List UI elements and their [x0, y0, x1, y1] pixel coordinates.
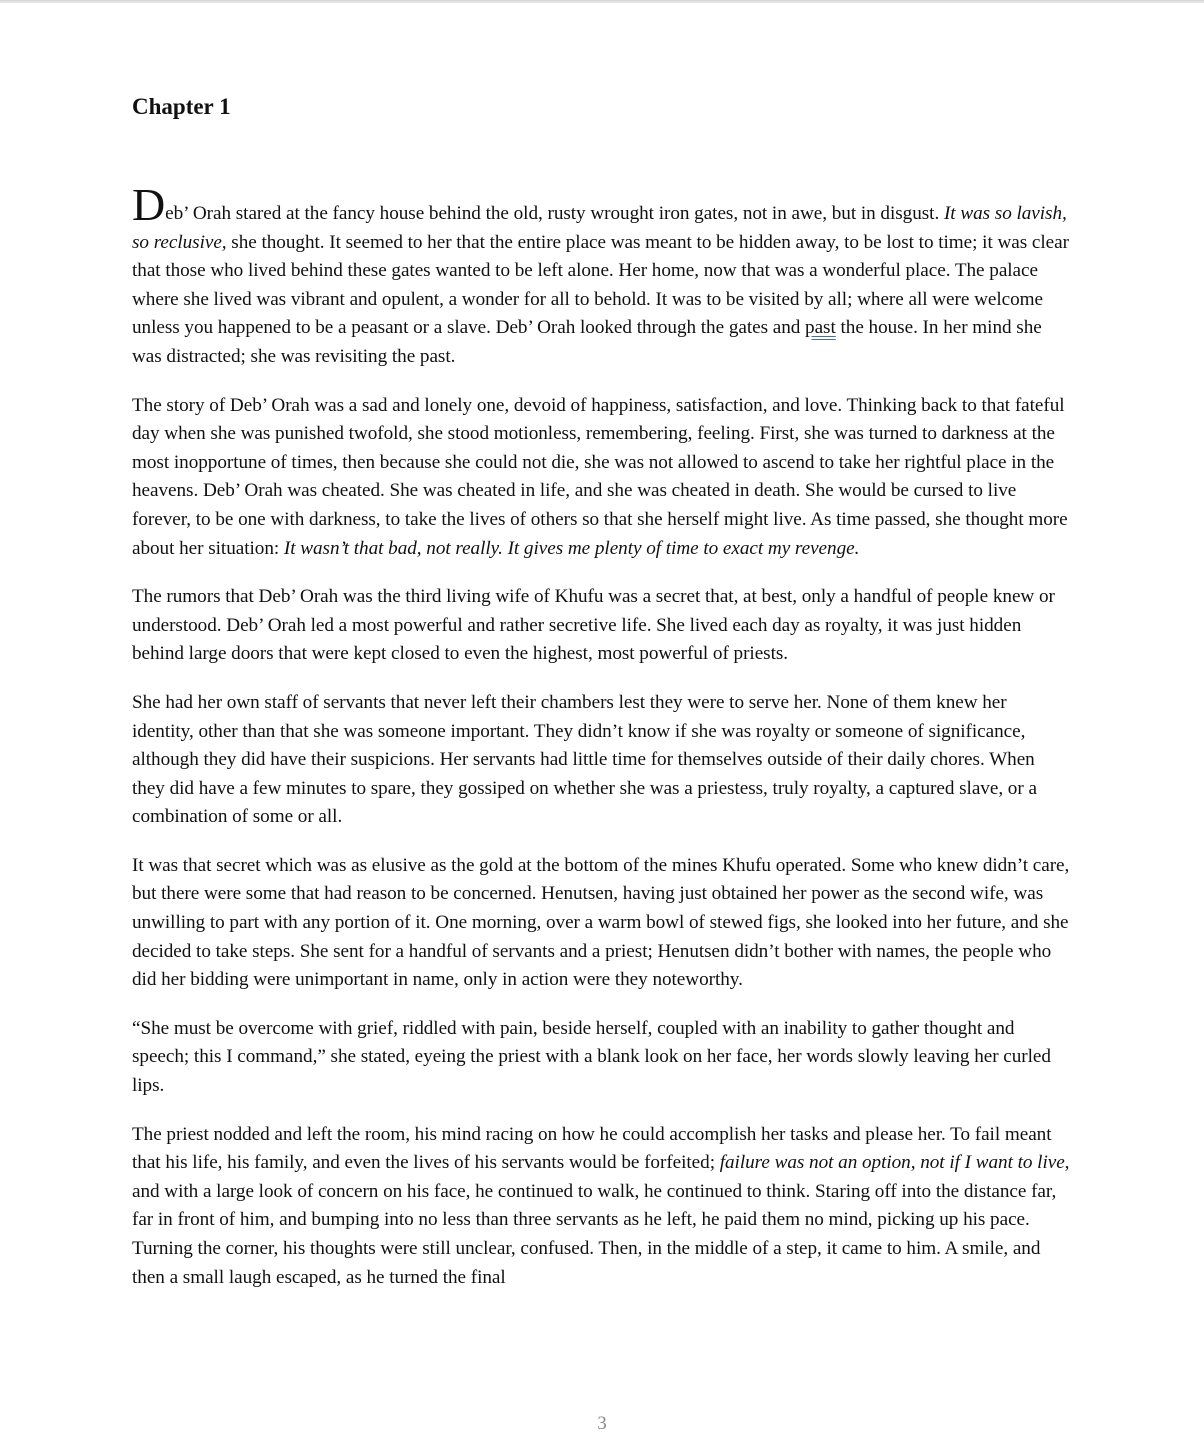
paragraph-1-italic: It was so lavish, so reclusive,: [132, 203, 1067, 253]
paragraph-3: The rumors that Deb’ Orah was the third living wife of Khufu was a secret that, at best, only a handful of people knew or understood. Deb’ Orah led a most powerful and rather secretive life. She lived each day as royalty, it was just hidden behind large doors that were kept closed to even the highest, most powerful of priests.: [132, 586, 1055, 665]
paragraph-2: [132, 392, 1070, 564]
chapter-title: Chapter 1: [132, 94, 231, 119]
page-number: 3: [597, 1413, 607, 1434]
page-top-border: [0, 0, 1204, 3]
document-page-body: [132, 92, 1070, 1312]
paragraph-2-italic: It wasn’t that bad, not really. It gives me plenty of time to exact my revenge.: [283, 537, 860, 559]
paragraph-1-text-a: eb’ Orah stared at the fancy house behind the old, rusty wrought iron gates, not in awe, but in disgust.: [165, 203, 940, 224]
paragraph-7-text-b: , and with a large look of concern on his face, he continued to walk, he continued to think. Staring off into the distance far, far in front of him, and bumping into no less than three servants as he left, he paid them no mind, picking up his pace. Turning the corner, his thoughts were still unclear, confused. Then, in the middle of a step, it came to him. A smile, and then a small laugh escaped, as he turned the final: [132, 1152, 1070, 1288]
paragraph-1-text-b: she thought. It seemed to her that the entire place was meant to be hidden away, to be lost to time; it was clear that those who lived behind these gates wanted to be left alone. Her home, now that was a wonderful place. The palace where she lived was vibrant and opulent, a wonder for all to behold. It was to be visited by all; where all were welcome unless you happened to be a peasant or a slave. Deb’ Orah looked through the gates and: [132, 231, 1069, 339]
drop-cap: D: [132, 179, 166, 230]
paragraph-1: [132, 179, 1070, 372]
paragraph-5: It was that secret which was as elusive as the gold at the bottom of the mines Khufu operated. Some who knew didn’t care, but there were some that had reason to be concerned. Henutsen, having just obtained her power as the second wife, was unwilling to part with any portion of it. One morning, over a warm bowl of stewed figs, she looked into her future, and she decided to take steps. She sent for a handful of servants and a priest; Henutsen didn’t bother with names, the people who did her bidding were unimportant in name, only in action were they noteworthy.: [132, 854, 1070, 991]
paragraph-7-text-a: The priest nodded and left the room, his mind racing on how he could accomplish her tasks and please her. To fail meant that his life, his family, and even the lives of his servants would be forfeited;: [132, 1123, 1052, 1174]
paragraph-6: “She must be overcome with grief, riddled with pain, beside herself, coupled with an inability to gather thought and speech; this I command,” she stated, eyeing the priest with a blank look on her face, her words slowly leaving her curled lips.: [132, 1017, 1051, 1097]
paragraph-7-italic: failure was not an option, not if I want to live: [719, 1152, 1065, 1174]
paragraph-4: She had her own staff of servants that never left their chambers lest they were to serve her. None of them knew her identity, other than that she was someone important. They didn’t know if she was royalty or someone of significance, although they did have their suspicions. Her servants had little time for themselves outside of their daily chores. When they did have a few minutes to spare, they gossiped on whether she was a priestess, truly royalty, a captured slave, or a combination of some or all.: [132, 691, 1037, 828]
paragraph-1-text-c: the house. In her mind she was distracted; she was revisiting the past.: [132, 317, 1042, 367]
spellcheck-flagged-word[interactable]: past: [805, 317, 836, 339]
paragraph-2-text: The story of Deb’ Orah was a sad and lonely one, devoid of happiness, satisfaction, and love. Thinking back to that fateful day when she was punished twofold, she stood motionless, remembering, feeling. First, she was turned to darkness at the most inopportune of times, then because she could not die, she was not allowed to ascend to take her rightful place in the heavens. Deb’ Orah was cheated. She was cheated in life, and she was cheated in death. She would be cursed to live forever, to be one with darkness, to take the lives of others so that she herself might live. As time passed, she thought more about her situation:: [132, 394, 1068, 559]
paragraph-7: [132, 1121, 1070, 1293]
